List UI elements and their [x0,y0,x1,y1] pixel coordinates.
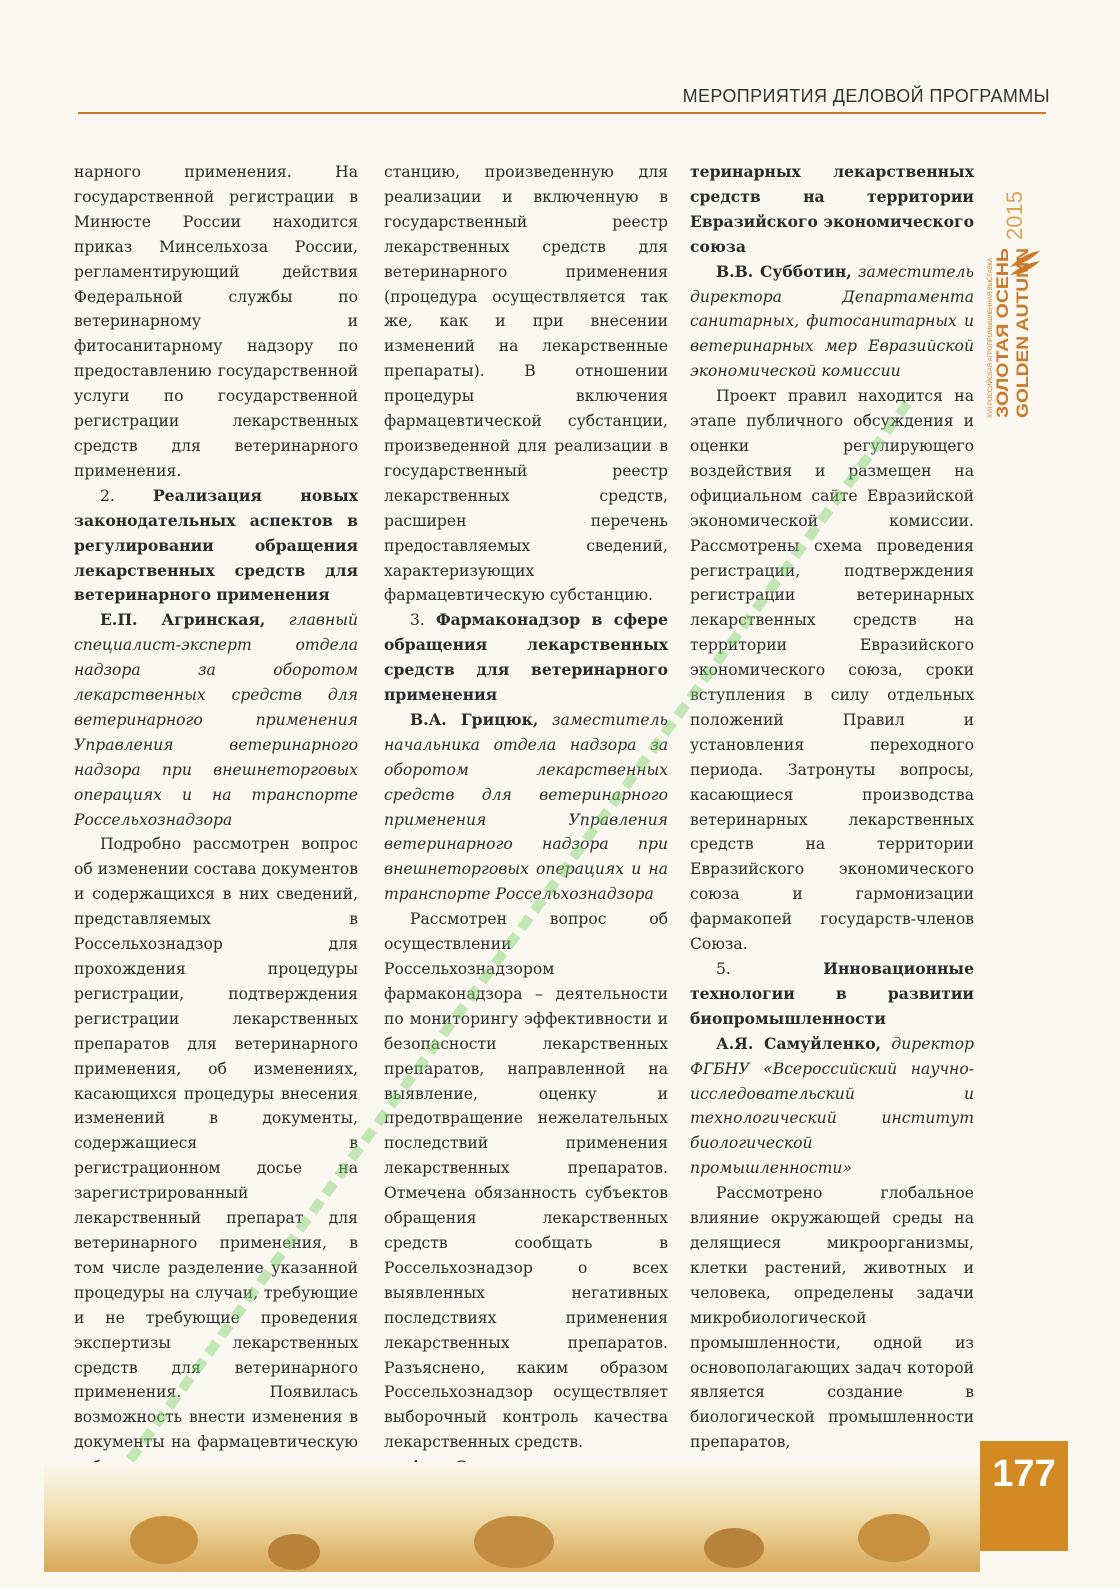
section-heading-4-cont: теринарных лекарственных средств на территории Евразийского экономического союза [690,162,974,256]
paragraph: станцию, произведенную для реализации и включенную в государственный реестр лекарственных средств для ветеринарного применения (процедура осуществляется так же, как и при внесении изменений на лекарственные препараты). В отношении процедуры включения фармацевтической субстанции, произведенной для реализации в государственный реестр лекарственных средств, расширен перечень предоставляемых сведений, характеризующих фармацевтическую субстанцию. [384,163,668,605]
section-heading-2: 2. Реализация новых законодательных аспектов в регулировании обращения лекарственных средств для ветеринарного применения [74,485,358,605]
speaker-3: В.А. Грицюк, заместитель начальника отдела надзора за оборотом лекарственных средств для ветеринарного применения Управления ветеринарного надзора при внешнеторговых операциях и на транспорте Россельхознадзора [384,709,668,904]
header-divider [78,112,1046,114]
page-number-box [980,1441,1068,1551]
logo-year: 2015 [1002,191,1027,240]
paragraph: Рассмотрен вопрос об осуществлении Россельхознадзором фармаконадзора – деятельности по мониторингу эффективности и безопасности лекарственных препаратов, направленной на выявление, оценку и предотвращение нежелательных последствий применения лекарственных препаратов. Отмечена обязанность субъектов обращения лекарственных средств сообщать в Россельхознадзор о всех выявленных негативных последствиях применения лекарственных препаратов. Разъяснено, каким образом Россельхознадзор осуществляет выборочный контроль качества лекарственных средств. [384,910,668,1452]
text-column-3 [690,160,974,1458]
page-number: 177 [992,1453,1056,1495]
speaker-4: В.В. Субботин, заместитель директора Департамента санитарных, фитосанитарных и ветеринарных мер Евразийской экономической комиссии [690,261,974,381]
speaker-2: Е.П. Агринская, главный специалист-эксперт отдела надзора за оборотом лекарственных средств для ветеринарного применения Управления ветеринарного надзора при внешнеторговых операциях и на транспорте Россельхознадзора [74,610,358,829]
footer-field-decoration [44,1462,980,1572]
logo-caption: XVII РОССИЙСКАЯ АГРОПРОМЫШЛЕННАЯ ВЫСТАВКА [988,257,994,418]
golden-autumn-logo [986,124,1046,424]
paragraph: нарного применения. На государственной регистрации в Минюсте России находится приказ Минсельхоза России, регламентирующий действия Федеральной службы по ветеринарному и фитосанитарному надзору по предоставлению государственной услуги по государственной регистрации лекарственных средств для ветеринарного применения. [74,163,358,480]
logo-line1: ЗОЛОТАЯ ОСЕНЬ [993,269,1012,418]
logo-line2: GOLDEN AUTUMN [1013,267,1032,418]
section-header-title: МЕРОПРИЯТИЯ ДЕЛОВОЙ ПРОГРАММЫ [682,86,1050,106]
speaker-5: А.Я. Самуйленко, директор ФГБНУ «Всероссийский научно-исследовательский и технологический институт биологической промышленности» [690,1033,974,1178]
section-heading-5: 5. Инновационные технологии в развитии биопромышленности [690,959,974,1028]
text-column-1 [74,160,358,1458]
paragraph: Проект правил находится на этапе публичного обсуждения и оценки регулирующего воздействия и размещен на официальном сайте Евразийской экономической комиссии. Рассмотрены схема проведения регистрации, подтверждения регистрации ветеринарных лекарственных средств на территории Евразийского экономического союза, сроки вступления в силу отдельных положений Правил и установления переходного периода. Затронуты вопросы, касающиеся производства ветеринарных лекарственных средств на территории Евразийского экономического союза и гармонизации фармакопей государств-членов Союза. [690,387,974,954]
section-heading-3: 3. Фармаконадзор в сфере обращения лекарственных средств для ветеринарного применения [384,610,668,705]
text-column-2 [384,160,668,1458]
paragraph: Рассмотрено глобальное влияние окружающей среды на делящиеся микроорганизмы, клетки растений, животных и человека, определены задачи микробиологической промышленности, одной из основополагающих задач которой является создание в биологической промышленности препаратов, [690,1184,974,1452]
paragraph: Подробно рассмотрен вопрос об изменении состава документов и содержащихся в них сведений, представляемых в Россельхознадзор для прохождения процедуры регистрации, подтверждения регистрации лекарственных препаратов для ветеринарного применения, об изменениях, касающихся процедуры внесения изменений в документы, содержащиеся в регистрационном досье на зарегистрированный лекарственный препарат для ветеринарного применения, в том числе разделение указанной процедуры на случаи, требующие и не требующие проведения экспертизы лекарственных средств для ветеринарного применения. Появилась возможность внести изменения в документы на фармацевтическую [74,835,359,1452]
